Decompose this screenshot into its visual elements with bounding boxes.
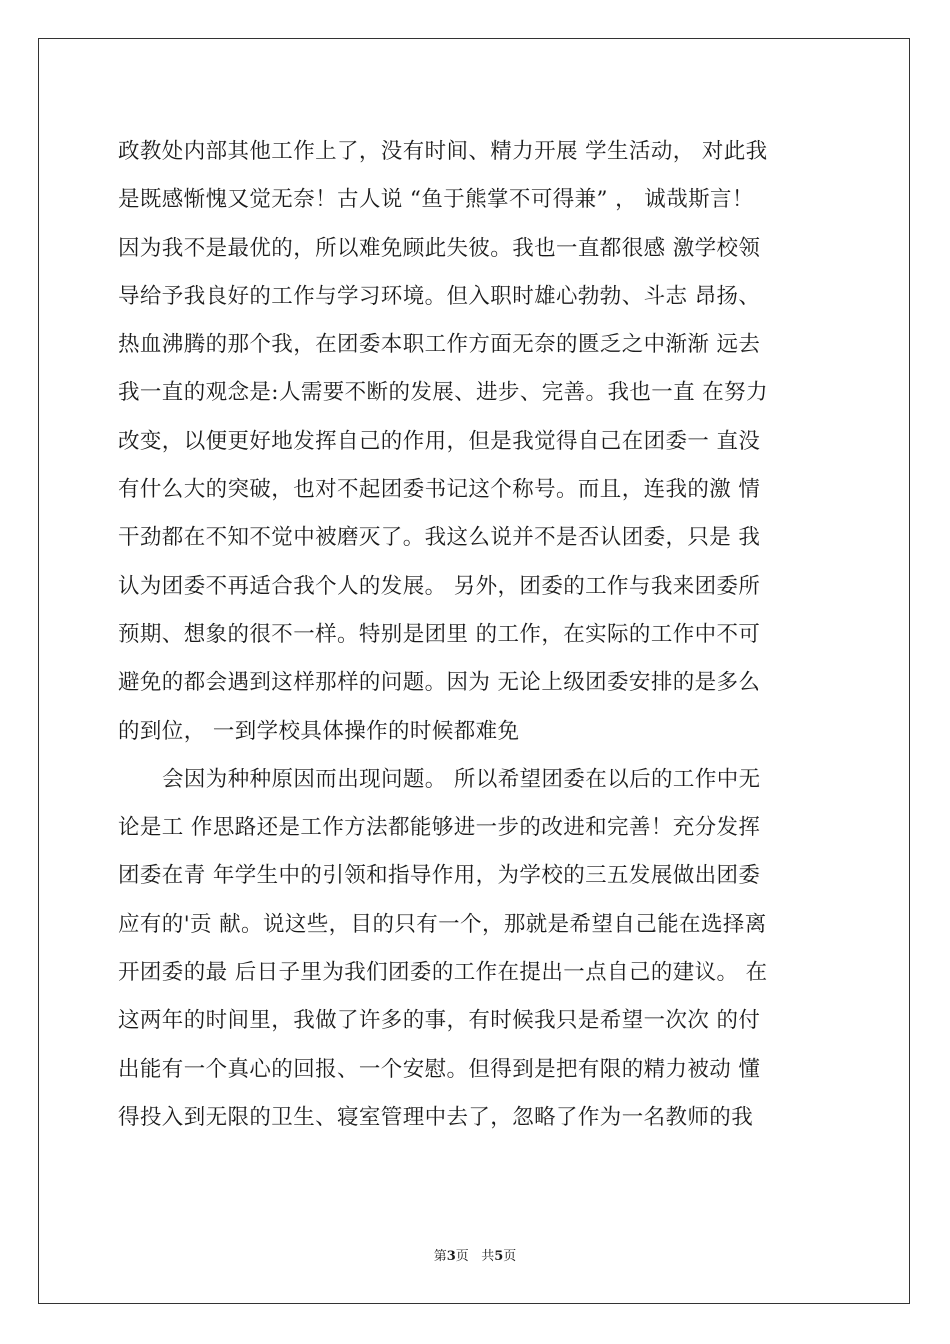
- text-line: 导给予我良好的工作与学习环境。但入职时雄心勃勃、斗志 昂扬、: [118, 283, 761, 309]
- text-line: 政教处内部其他工作上了，没有时间、精力开展 学生活动， 对此我: [118, 139, 768, 164]
- document-body: [118, 128, 838, 1142]
- paragraph-2: [118, 756, 838, 1142]
- current-page-number: 3: [446, 1249, 456, 1264]
- text-line: 热血沸腾的那个我，在团委本职工作方面无奈的匮乏之中渐渐 远去: [118, 332, 761, 358]
- text-line: 出能有一个真心的回报、一个安慰。但得到是把有限的精力被动 懂: [118, 1056, 761, 1082]
- total-suffix: 页: [503, 1249, 517, 1264]
- text-line: 因为我不是最优的，所以难免顾此失彼。我也一直都很感 激学校领: [118, 235, 761, 261]
- text-line: 预期、想象的很不一样。特别是团里 的工作，在实际的工作中不可: [118, 621, 761, 647]
- text-line: 这两年的时间里，我做了许多的事，有时候我只是希望一次次 的付: [118, 1008, 761, 1034]
- text-line: 团委在青 年学生中的引领和指导作用，为学校的三五发展做出团委: [118, 863, 761, 889]
- text-line: 应有的'贡 献。说这些，目的只有一个，那就是希望自己能在选择离: [118, 911, 767, 937]
- text-line: 我一直的观念是:人需要不断的发展、进步、完善。我也一直 在努力: [118, 380, 768, 406]
- page-suffix: 页 共: [455, 1249, 495, 1264]
- text-line: 有什么大的突破，也对不起团委书记这个称号。而且，连我的激 情: [118, 477, 761, 503]
- text-line: 认为团委不再适合我个人的发展。 另外，团委的工作与我来团委所: [118, 573, 761, 599]
- total-page-number: 5: [494, 1249, 504, 1264]
- text-line: 干劲都在不知不觉中被磨灭了。我这么说并不是否认团委，只是 我: [118, 525, 761, 551]
- page-prefix: 第: [433, 1249, 447, 1264]
- text-line: 会因为种种原因而出现问题。 所以希望团委在以后的工作中无: [162, 766, 761, 792]
- page-number-footer: [0, 1245, 950, 1264]
- text-line: 是既感惭愧又觉无奈！古人说 “鱼于熊掌不可得兼” ， 诚哉斯言！: [118, 187, 754, 213]
- text-line: 论是工 作思路还是工作方法都能够进一步的改进和完善！充分发挥: [118, 815, 761, 841]
- text-line: 的到位， 一到学校具体操作的时候都难免: [118, 718, 520, 744]
- text-line: 开团委的最 后日子里为我们团委的工作在提出一点自己的建议。 在: [118, 960, 768, 986]
- paragraph-1: [118, 128, 838, 756]
- text-line: 改变，以便更好地发挥自己的作用，但是我觉得自己在团委一 直没: [118, 428, 761, 454]
- text-line: 得投入到无限的卫生、寝室管理中去了，忽略了作为一名教师的我: [118, 1104, 754, 1130]
- text-line: 避免的都会遇到这样那样的问题。因为 无论上级团委安排的是多么: [118, 670, 761, 696]
